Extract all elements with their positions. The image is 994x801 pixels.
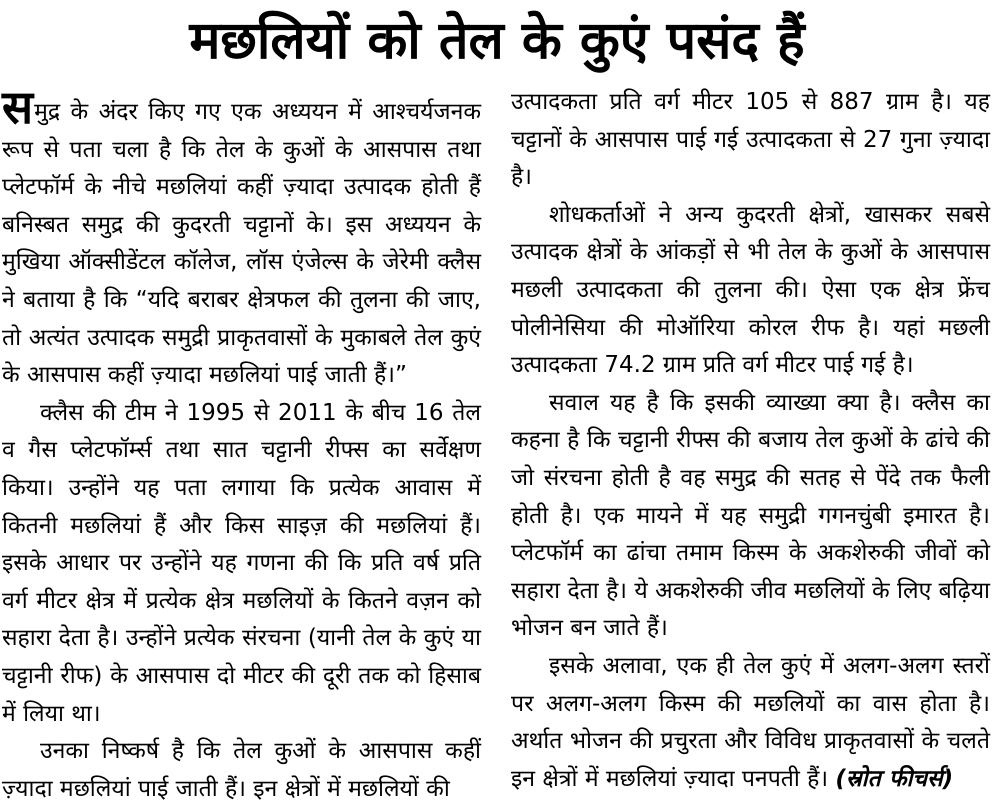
- left-column: [2, 80, 481, 801]
- source-credit: (स्रोत फीचर्स): [835, 765, 954, 792]
- paragraph: उत्पादकता प्रति वर्ग मीटर 105 से 887 ग्राम है। यह चट्टानों के आसपास पाई गई उत्पादकता से 27 गुना ज़्यादा है।: [511, 89, 990, 191]
- paragraph: सवाल यह है कि इसकी व्याख्या क्या है। क्लैस का कहना है कि चट्टानी रीफ्स की बजाय तेल कुओं के ढांचे की जो संरचना होती है वह समुद्र की सतह से पेंदे तक फैली होती है। एक मायने में यह समुद्री गगनचुंबी इमारत है। प्लेटफॉर्म का ढांचा तमाम किस्म के अकशेरुकी जीवों को सहारा देता है। ये अकशेरुकी जीव मछलियों के लिए बढ़िया भोजन बन जाते हैं।: [511, 389, 990, 642]
- article-title: मछलियों को तेल के कुएं पसंद हैं: [189, 11, 805, 71]
- paragraph-text: इसके अलावा, एक ही तेल कुएं में अलग-अलग स्तरों पर अलग-अलग किस्म की मछलियों का वास होता है। अर्थात भोजन की प्रचुरता और विविध प्राकृतवासों के चलते इन क्षेत्रों में मछलियां ज़्यादा पनपती हैं।: [511, 652, 990, 792]
- paragraph: क्लैस की टीम ने 1995 से 2011 के बीच 16 तेल व गैस प्लेटफॉर्म्स तथा सात चट्टानी रीफ्स का सर्वेक्षण किया। उन्होंने यह पता लगाया कि प्रत्येक आवास में कितनी मछलियां हैं और किस साइज़ की मछलियां हैं। इसके आधार पर उन्होंने यह गणना की कि प्रति वर्ष प्रति वर्ग मीटर क्षेत्र में प्रत्येक क्षेत्र मछलियों के कितने वज़न को सहारा देता है। उन्होंने प्रत्येक संरचना (यानी तेल के कुएं या चट्टानी रीफ) के आसपास दो मीटर की दूरी तक को हिसाब में लिया था।: [2, 399, 481, 727]
- right-column: [511, 84, 990, 801]
- paragraph-text: मुद्र के अंदर किए गए एक अध्ययन में आश्चर्यजनक रूप से पता चला है कि तेल के कुओं के आसपास तथा प्लेटफॉर्म के नीचे मछलियां कहीं ज़्यादा उत्पादक होती हैं बनिस्बत समुद्र की कुदरती चट्टानों के। इस अध्ययन के मुखिया ऑक्सीडेंटल कॉलेज, लॉस एंजेल्स के जेरेमी क्लैस ने बताया है कि “यदि बराबर क्षेत्रफल की तुलना की जाए, तो अत्यंत उत्पादक समुद्री प्राकृतवासों के मुकाबले तेल कुएं के आसपास कहीं ज़्यादा मछलियां पाई जाती हैं।”: [2, 99, 481, 389]
- paragraph: उनका निष्कर्ष है कि तेल कुओं के आसपास कहीं ज़्यादा मछलियां पाई जाती हैं। इन क्षेत्रों में मछलियों की: [2, 738, 481, 801]
- paragraph: [2, 80, 481, 395]
- article-body: [0, 80, 994, 801]
- paragraph: शोधकर्ताओं ने अन्य कुदरती क्षेत्रों, खासकर सबसे उत्पादक क्षेत्रों के आंकड़ों से भी तेल के कुओं के आसपास मछली उत्पादकता की तुलना की। ऐसा एक क्षेत्र फ्रेंच पोलीनेसिया की मोऑरिया कोरल रीफ है। यहां मछली उत्पादकता 74.2 ग्राम प्रति वर्ग मीटर पाई गई है।: [511, 201, 990, 379]
- drop-cap: स: [2, 80, 35, 134]
- paragraph: [511, 648, 990, 798]
